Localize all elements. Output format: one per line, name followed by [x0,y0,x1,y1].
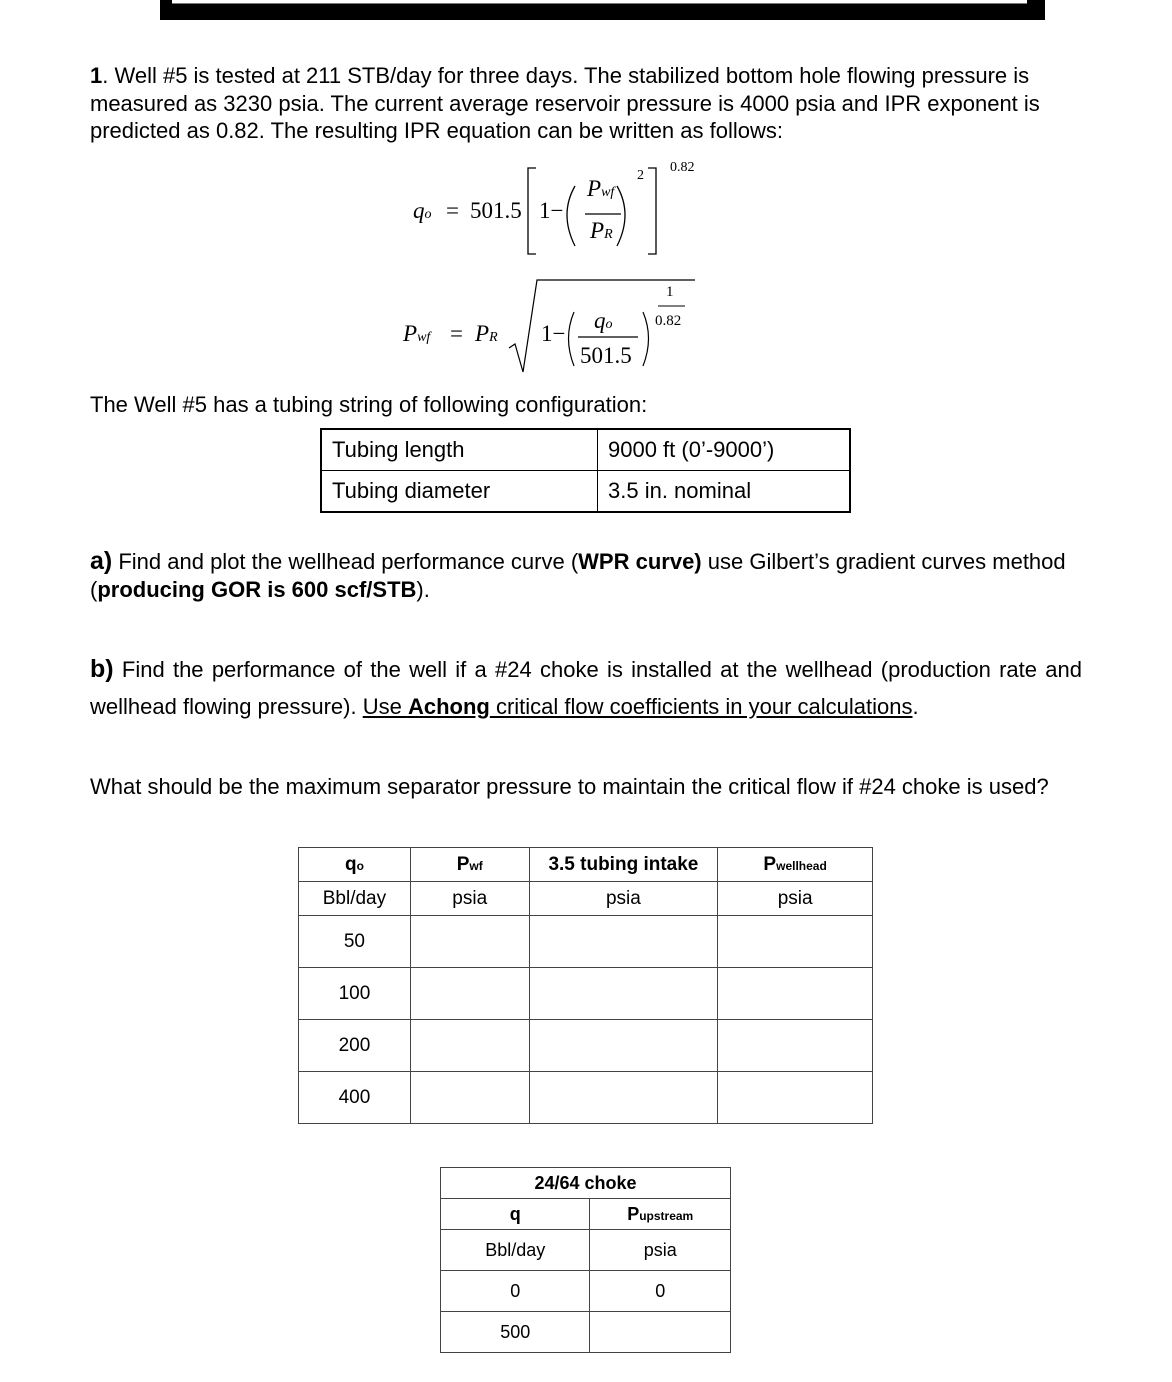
eq1-lhs-var: q [413,198,425,223]
problem-intro [90,62,1082,145]
cell-q: 50 [299,916,411,968]
performance-table [298,847,873,1124]
cell-empty [718,968,873,1020]
header-pwf-main: P [456,853,470,875]
eq1-num-sub: wf [601,185,615,200]
tubing-length-label: Tubing length [321,429,598,471]
header-pwellhead-main: P [763,853,777,875]
eq1-outer-exp: 0.82 [670,160,695,175]
table-header-row [299,848,873,882]
choke-table [440,1167,731,1353]
choke-cell-q: 500 [441,1312,590,1353]
eq2-rhs-var: P [475,321,490,346]
problem-number: 1 [90,63,103,88]
part-a-text3: ). [416,576,430,602]
cell-empty [410,1072,529,1124]
unit-pwf: psia [410,882,529,916]
cell-empty [718,916,873,968]
part-b-label: b) [90,655,114,683]
eq2-lhs-var: P [403,321,418,346]
choke-header-p-main: P [627,1203,640,1224]
eq2-rhs-sub: R [489,330,498,345]
choke-header-q-main: q [509,1203,521,1224]
cell-empty [529,968,718,1020]
cell-empty [529,1072,718,1124]
eq2-equals: = [450,321,463,346]
header-tubing-intake-main: 3.5 tubing intake [548,853,699,875]
part-b-text2: . [912,693,919,719]
part-a-bold1: WPR curve) [578,549,702,574]
table-title-row [441,1168,731,1199]
choke-header-p-sub: upstream [639,1208,694,1223]
header-pwf-sub: wf [469,858,483,873]
table-row [321,471,850,513]
eq1-equals: = [446,198,459,223]
eq2-num-sub: o [605,317,613,332]
cell-q: 200 [299,1020,411,1072]
part-b-text1: Find the performance of the well if a #24 choke is installed at the wellhead (production rate and wellhead flowing pressure). [90,657,1082,719]
tubing-intro: The Well #5 has a tubing string of following configuration: [90,392,648,417]
tubing-length-value: 9000 ft (0’-9000’) [598,429,851,471]
cell-empty [718,1072,873,1124]
part-a-text2: use Gilbert’s gradient curves method ( [90,549,1066,602]
eq1-one-minus: 1− [539,198,564,223]
cell-empty [410,916,529,968]
choke-cell-p: 0 [590,1271,731,1312]
header-pwellhead-sub: wellhead [776,858,827,873]
eq2-root-index: 1 [666,284,674,300]
choke-cell-q: 0 [441,1271,590,1312]
unit-qo: Bbl/day [299,882,411,916]
table-header-row [441,1199,731,1230]
separator-question: What should be the maximum separator pressure to maintain the critical flow if #24 choke is used? [90,774,1049,799]
eq1-num-var: P [587,176,602,201]
unit-pwellhead: psia [718,882,873,916]
choke-unit-p: psia [590,1230,731,1271]
eq2-lhs-sub: wf [417,330,431,345]
page-header-bar-inner [172,0,1027,4]
part-b-achong: Achong [407,693,490,719]
table-units-row [299,882,873,916]
part-b [90,651,1082,725]
choke-title-text: 24/64 choke [534,1172,637,1193]
unit-tubing-intake: psia [529,882,718,916]
table-row [441,1271,731,1312]
choke-header-pupstream [590,1199,731,1230]
tubing-config-table [320,428,851,513]
cell-empty [718,1020,873,1072]
problem-intro-text: . Well #5 is tested at 211 STB/day for three days. The stabilized bottom hole flowing pressure is measured as 3230 psia. The current average reservoir pressure is 4000 psia and IPR exponent is predicted as 0.82. The resulting IPR equation can be written as follows: [90,63,1040,143]
eq2-num-var: q [594,308,606,333]
eq1-lhs-sub: o [424,207,432,222]
cell-empty [529,1020,718,1072]
choke-unit-q: Bbl/day [441,1230,590,1271]
eq2-den: 501.5 [580,343,632,368]
tubing-diameter-value: 3.5 in. nominal [598,471,851,513]
eq1-coef: 501.5 [470,198,522,223]
table-row [299,1072,873,1124]
header-qo [299,848,411,882]
eq1-inner-exp: 2 [637,168,644,183]
table-row [299,968,873,1020]
table-units-row [441,1230,731,1271]
table-row [441,1312,731,1353]
eq2-exp: 0.82 [655,313,682,329]
eq1-den-var: P [590,218,605,243]
cell-q: 400 [299,1072,411,1124]
header-tubing-intake [529,848,718,882]
cell-empty [529,916,718,968]
part-b-underline2: critical flow coefficients in your calculations [489,693,913,719]
choke-title [441,1168,731,1199]
part-a-bold2: producing GOR is 600 scf/STB [97,576,417,602]
tubing-diameter-label: Tubing diameter [321,471,598,513]
part-a-text1: Find and plot the wellhead performance curve ( [112,549,579,574]
cell-q: 100 [299,968,411,1020]
header-qo-sub: o [356,858,364,873]
eq1-den-sub: R [604,227,613,242]
header-pwf [410,848,529,882]
eq2-one-minus: 1− [541,321,566,346]
part-b-underline1: Use [362,693,408,719]
table-row [299,916,873,968]
table-row [299,1020,873,1072]
part-a [90,548,1082,603]
header-qo-main: q [344,853,357,875]
choke-cell-p [590,1312,731,1353]
table-row [321,429,850,471]
cell-empty [410,1020,529,1072]
part-a-label: a) [90,547,113,575]
choke-header-q [441,1199,590,1230]
cell-empty [410,968,529,1020]
header-pwellhead [718,848,873,882]
